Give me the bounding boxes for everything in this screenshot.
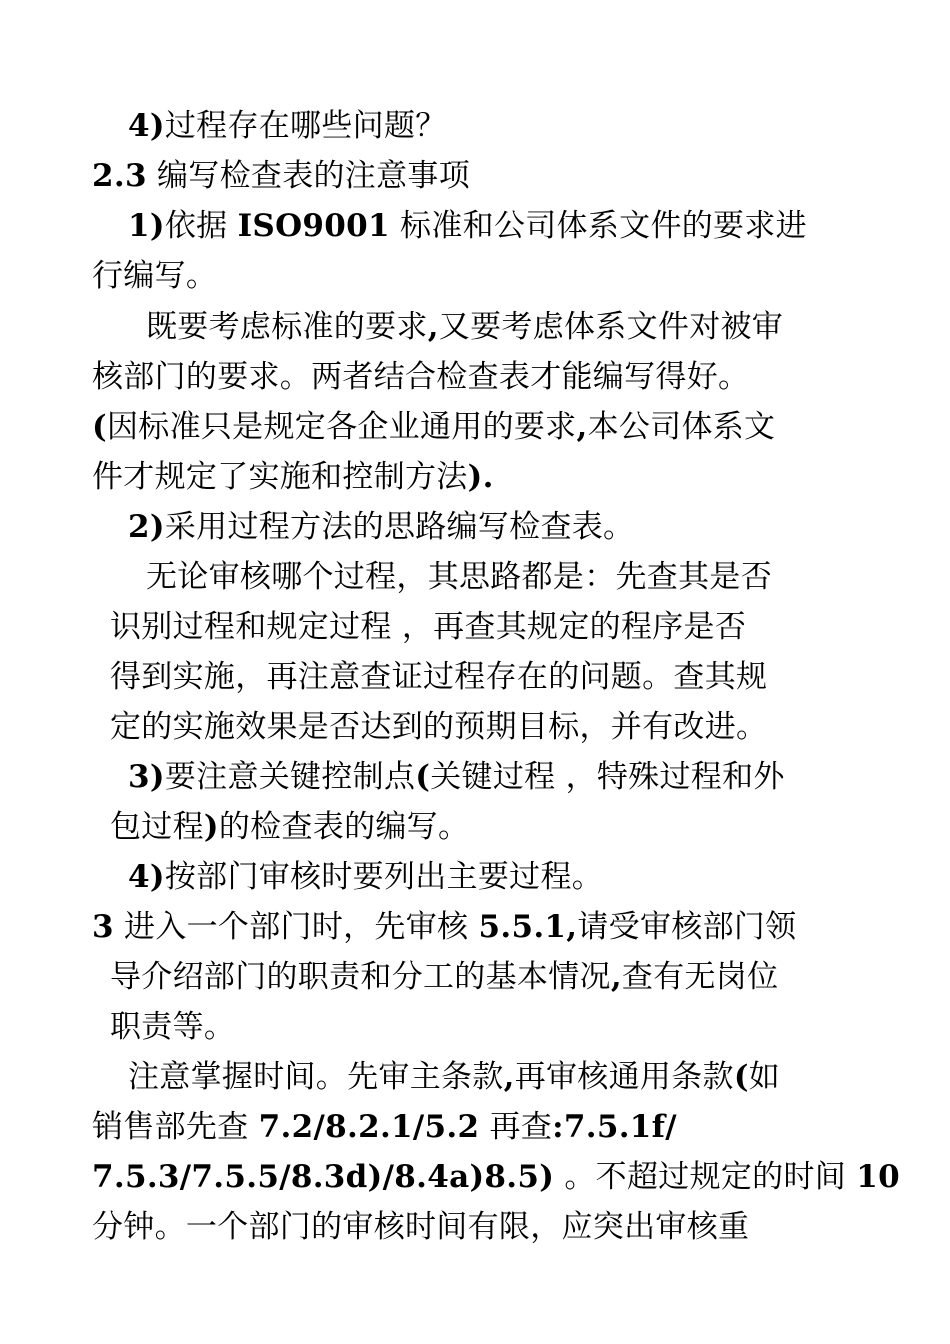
text-line: 1)依据 ISO9001 标准和公司体系文件的要求进 [128,208,807,244]
text-line: 包过程)的检查表的编写。 [110,809,470,845]
text-line: 核部门的要求。两者结合检查表才能编写得好。 [92,359,750,395]
text-line: 分钟。一个部门的审核时间有限，应突出审核重 [92,1209,750,1245]
text-line: 职责等。 [110,1009,236,1045]
text-line: 注意掌握时间。先审主条款,再审核通用条款(如 [128,1059,781,1095]
text-line: 2)采用过程方法的思路编写检查表。 [128,509,635,545]
text-line: 行编写。 [92,258,218,294]
text-line: 得到实施，再注意查证过程存在的问题。查其规 [110,659,768,695]
section-heading: 2.3 编写检查表的注意事项 [92,158,470,194]
text-line: 4)过程存在哪些问题？ [128,108,447,144]
text-line: 4)按部门审核时要列出主要过程。 [128,859,604,895]
text-line: 销售部先查 7.2/8.2.1/5.2 再查:7.5.1f/ [92,1109,677,1145]
section-heading: 3 进入一个部门时，先审核 5.5.1,请受审核部门领 [92,909,797,945]
text-line: 7.5.3/7.5.5/8.3d)/8.4a)8.5) 。不超过规定的时间 10 [92,1159,900,1195]
text-line: 识别过程和规定过程 ，再查其规定的程序是否 [110,609,747,645]
text-line: 无论审核哪个过程，其思路都是：先查其是否 [146,559,772,595]
text-line: 导介绍部门的职责和分工的基本情况,查有无岗位 [110,959,779,995]
text-line: 定的实施效果是否达到的预期目标，并有改进。 [110,709,768,745]
text-line: 既要考虑标准的要求,又要考虑体系文件对被审 [146,309,784,345]
text-line: 件才规定了实施和控制方法). [92,459,494,495]
text-line: (因标准只是规定各企业通用的要求,本公司体系文 [92,409,776,445]
text-line: 3)要注意关键控制点(关键过程 ，特殊过程和外 [128,759,785,795]
